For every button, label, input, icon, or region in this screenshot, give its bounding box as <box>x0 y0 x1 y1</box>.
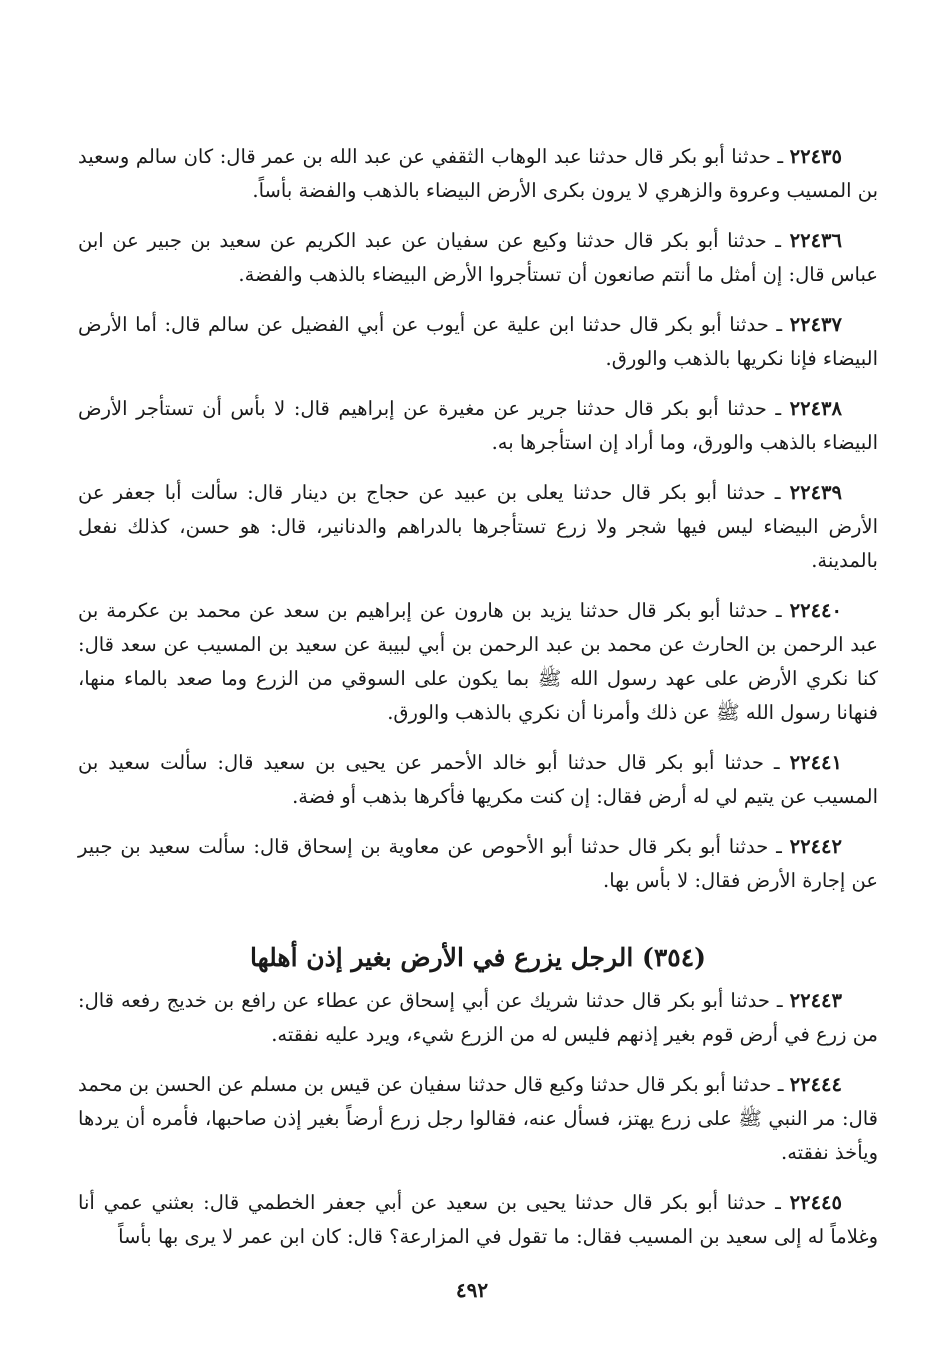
hadith-number: ٢٢٤٤١ <box>789 751 842 774</box>
hadith-number: ٢٢٤٣٧ <box>789 313 842 336</box>
hadith-number: ٢٢٤٤٣ <box>789 989 842 1012</box>
hadith-paragraph <box>78 984 878 1052</box>
hadith-number: ٢٢٤٣٦ <box>789 229 842 252</box>
hadith-paragraph <box>78 1186 878 1254</box>
hadith-paragraph <box>78 392 878 460</box>
hadith-paragraph <box>78 224 878 292</box>
hadith-text: ـ حدثنا أبو بكر قال حدثنا أبو الأحوص عن معاوية بن إسحاق قال: سألت سعيد بن جبير عن إجارة الأرض فقال: لا بأس بها. <box>78 835 878 892</box>
hadith-text: ـ حدثنا أبو بكر قال حدثنا جرير عن مغيرة عن إبراهيم قال: لا بأس أن تستأجر الأرض البيضاء بالذهب والورق، وما أراد إن استأجرها به. <box>78 397 878 454</box>
hadith-number: ٢٢٤٣٨ <box>789 397 842 420</box>
hadith-text: ـ حدثنا أبو بكر قال حدثنا شريك عن أبي إسحاق عن عطاء عن رافع بن خديج رفعه قال: من زرع في أرض قوم بغير إذنهم فليس له من الزرع شيء، ويرد عليه نفقته. <box>78 989 878 1046</box>
hadith-text: ـ حدثنا أبو بكر قال حدثنا أبو خالد الأحمر عن يحيى بن سعيد قال: سألت سعيد بن المسيب عن يتيم لي له أرض فقال: إن كنت مكريها فأكرها بذهب أو فضة. <box>78 751 878 808</box>
hadith-text: ـ حدثنا أبو بكر قال حدثنا عبد الوهاب الثقفي عن عبد الله بن عمر قال: كان سالم وسعيد بن المسيب وعروة والزهري لا يرون بكرى الأرض البيضاء بالذهب والفضة بأساً. <box>78 145 878 202</box>
hadith-number: ٢٢٤٤٥ <box>789 1191 842 1214</box>
hadith-paragraph <box>78 476 878 578</box>
page-number: ٤٩٢ <box>455 1278 489 1302</box>
hadith-paragraph <box>78 1068 878 1170</box>
section-title: (٣٥٤) الرجل يزرع في الأرض بغير إذن أهلها <box>249 943 706 972</box>
hadith-text: ـ حدثنا أبو بكر قال حدثنا وكيع عن سفيان عن عبد الكريم عن سعيد بن جبير عن ابن عباس قال: إن أمثل ما أنتم صانعون أن تستأجروا الأرض البيضاء بالذهب والفضة. <box>78 229 878 286</box>
hadith-paragraph <box>78 594 878 730</box>
hadith-paragraph <box>78 308 878 376</box>
hadith-paragraph <box>78 140 878 208</box>
hadith-number: ٢٢٤٣٥ <box>789 145 842 168</box>
hadith-text: ـ حدثنا أبو بكر قال حدثنا ابن علية عن أيوب عن أبي الفضيل عن سالم قال: أما الأرض البيضاء فإنا نكريها بالذهب والورق. <box>78 313 878 370</box>
hadith-paragraph <box>78 830 878 898</box>
hadith-number: ٢٢٤٤٢ <box>789 835 842 858</box>
hadith-number: ٢٢٤٤٤ <box>789 1073 842 1096</box>
page-body <box>78 140 878 1340</box>
hadith-paragraph <box>78 746 878 814</box>
hadith-number: ٢٢٤٣٩ <box>789 481 842 504</box>
hadith-number: ٢٢٤٤٠ <box>789 599 842 622</box>
hadith-text: ـ حدثنا أبو بكر قال حدثنا يحيى بن سعيد عن أبي جعفر الخطمي قال: بعثني عمي أنا وغلاماً له إلى سعيد بن المسيب فقال: ما تقول في المزارعة؟ قال: كان ابن عمر لا يرى بها بأساً <box>78 1191 878 1248</box>
hadith-text: ـ حدثنا أبو بكر قال حدثنا يعلى بن عبيد عن حجاج بن دينار قال: سألت أبا جعفر عن الأرض البيضاء ليس فيها شجر ولا زرع تستأجرها بالدراهم والدنانير، قال: هو حسن، كذلك نفعل بالمدينة. <box>78 481 878 572</box>
hadith-text: ـ حدثنا أبو بكر قال حدثنا وكيع قال حدثنا سفيان عن قيس بن مسلم عن الحسن بن محمد قال: مر النبي ﷺ على زرع يهتز، فسأل عنه، فقالوا رجل زرع أرضاً بغير إذن صاحبها، فأمره أن يردها ويأخذ نفقته. <box>78 1073 878 1164</box>
hadith-text: ـ حدثنا أبو بكر قال حدثنا يزيد بن هارون عن إبراهيم بن سعد عن محمد بن عكرمة بن عبد الرحمن بن الحارث عن محمد بن عبد الرحمن بن أبي لبيبة عن سعيد بن المسيب عن سعد قال: كنا نكري الأرض على عهد رسول الله ﷺ بما يكون على السوقي من الزرع وما صعد بالماء منها، فنهانا رسول الله ﷺ عن ذلك وأمرنا أن نكري بالذهب والورق. <box>78 599 878 724</box>
